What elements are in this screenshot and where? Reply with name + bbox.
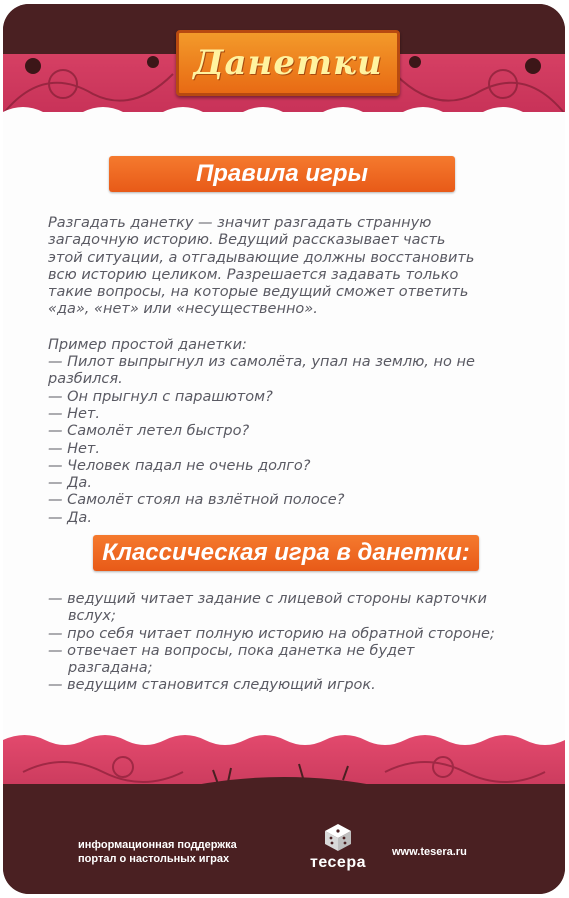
tesera-logo (298, 822, 378, 882)
list-item-continuation: вслух; (68, 608, 116, 625)
intro-line: всю историю целиком. Разрешается задавать только (48, 266, 459, 283)
footer-ornament (3, 732, 565, 792)
classic-list (48, 591, 548, 695)
website-link[interactable]: www.tesera.ru (392, 846, 467, 858)
support-line: информационная поддержка (78, 839, 237, 851)
intro-line: загадочную историю. Ведущий рассказывает часть (48, 232, 446, 249)
rules-heading: Правила игры (109, 156, 455, 192)
ornament-pattern-icon (3, 732, 565, 792)
brand-name: тесера (310, 854, 366, 871)
top-wave-edge-icon (3, 102, 565, 122)
list-item-continuation: разгадана; (68, 660, 153, 677)
logo-badge (176, 30, 400, 96)
example-line: — Человек падал не очень долго? (48, 457, 311, 474)
list-item (48, 643, 548, 678)
support-line: портал о настольных играх (78, 853, 230, 865)
classic-heading: Классическая игра в данетки: (93, 535, 479, 571)
intro-line: этой ситуации, а отгадывающие должны восстановить (48, 249, 475, 266)
example-line: — Пилот выпрыгнул из самолёта, упал на землю, но не разбился. (48, 354, 475, 388)
intro-line: Разгадать данетку — значит разгадать странную (48, 215, 432, 231)
rules-intro (48, 215, 548, 527)
intro-line: «да», «нет» или «несущественно». (48, 301, 318, 318)
example-line: — Самолёт летел быстро? (48, 423, 250, 440)
example-line: — Да. (48, 475, 92, 492)
list-item (48, 677, 548, 694)
example-line: — Нет. (48, 440, 100, 457)
dice-icon (323, 822, 353, 852)
support-text (78, 838, 278, 866)
example-line: — Да. (48, 509, 92, 526)
list-item-text: — про себя читает полную историю на обратной стороне; (48, 625, 495, 642)
example-line: — Самолёт стоял на взлётной полосе? (48, 492, 345, 509)
list-item-text: — ведущим становится следующий игрок. (48, 677, 376, 694)
example-line: Пример простой данетки: (48, 336, 247, 353)
list-item-text: — отвечает на вопросы, пока данетка не будет (48, 642, 415, 659)
intro-line: такие вопросы, на которые ведущий сможет ответить (48, 284, 469, 301)
list-item-text: — ведущий читает задание с лицевой стороны карточки (48, 591, 487, 607)
example-line: — Он прыгнул с парашютом? (48, 388, 273, 405)
list-item (48, 591, 548, 626)
list-item (48, 626, 548, 643)
rule-card (3, 4, 565, 894)
example-line: — Нет. (48, 405, 100, 422)
logo-text: Данетки (193, 43, 383, 83)
